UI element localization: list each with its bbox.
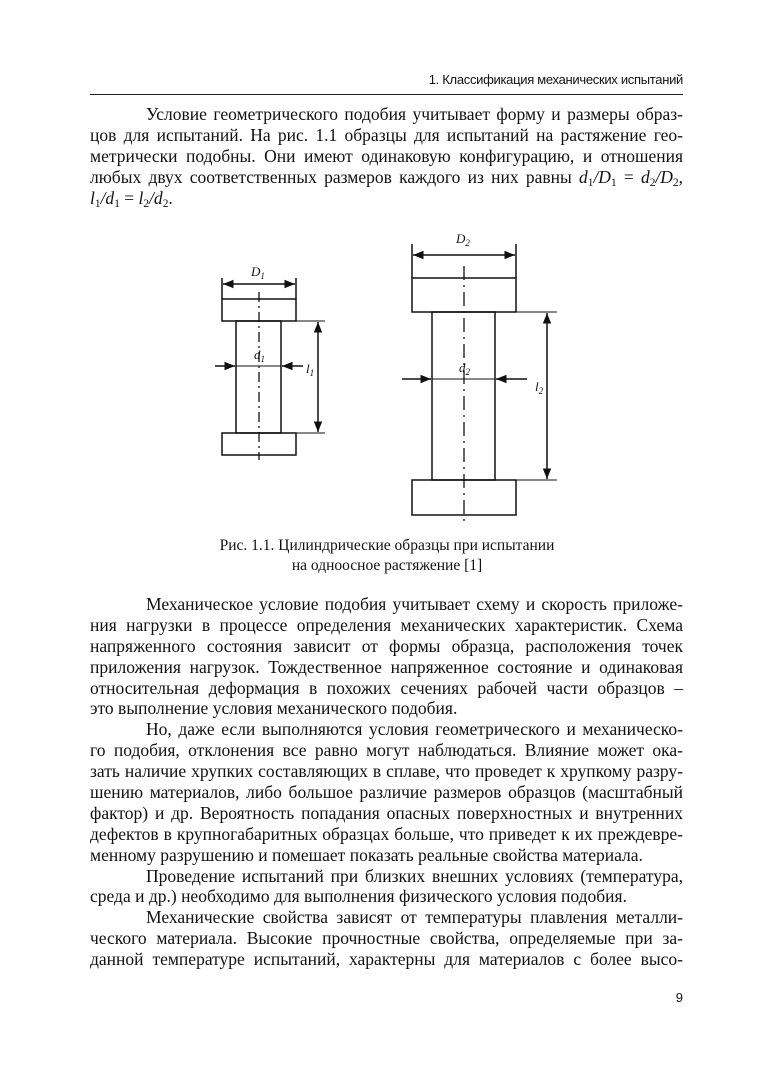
- text-line: цов для испытаний. На рис. 1.1 образцы для испытаний на растяжение гео-: [90, 124, 683, 145]
- subscript: 2: [162, 197, 169, 210]
- variable: l: [138, 187, 144, 208]
- variable: /d: [100, 187, 115, 208]
- text-segment: ,: [678, 166, 683, 187]
- text-segment: =: [119, 187, 139, 208]
- label-d1: $d_1$: [254, 347, 265, 364]
- variable: l: [90, 187, 95, 208]
- subscript: 1: [610, 176, 617, 189]
- running-header: 1. Классификация механических испытаний: [428, 72, 683, 87]
- text-line: Проведение испытаний при близких внешних условиях (температура,: [146, 865, 683, 886]
- text-line: ческого материала. Высокие прочностные свойства, определяемые при за-: [90, 928, 683, 949]
- text-segment: любых двух соответственных размеров каждого из них равны: [90, 166, 579, 187]
- subscript: 2: [672, 176, 679, 189]
- text-line: го подобия, отклонения все равно могут наблюдаться. Влияние может ока-: [90, 740, 683, 761]
- variable: d: [641, 166, 650, 187]
- label-D2: $D_2$: [456, 231, 470, 248]
- paragraph: [90, 907, 683, 970]
- specimen-large: [402, 244, 557, 525]
- text-line: напряженного состояния зависит от формы образца, расположения точек: [90, 635, 683, 656]
- text-line: данной температуре испытаний, характерны для материалов с более высо-: [90, 949, 683, 970]
- text-line: менному разрушению и помешает показать реальные свойства материала.: [90, 844, 643, 865]
- variable: /d: [149, 187, 163, 208]
- paragraph: [90, 719, 683, 865]
- subscript: 1: [94, 197, 101, 210]
- text-segment: .: [168, 187, 173, 208]
- text-line: зать наличие хрупких составляющих в сплаве, что проведет к хрупкому разру-: [90, 761, 683, 782]
- subscript: 1: [114, 197, 120, 210]
- text-line: шению материалов, либо большое различие размеров образцов (масштабный: [90, 782, 683, 803]
- label-l2: $l_2$: [535, 379, 544, 396]
- caption-line: Рис. 1.1. Цилиндрические образцы при испытании: [219, 537, 555, 554]
- label-d2: $d_2$: [459, 360, 470, 377]
- text-line: Механическое условие подобия учитывает схему и скорость приложе-: [146, 594, 683, 614]
- page-number: 9: [675, 990, 683, 1005]
- subscript: 2: [143, 197, 150, 210]
- variable: /D: [655, 166, 673, 187]
- text-line: приложения нагрузок. Тождественное напряженное состояние и одинаковая: [90, 656, 683, 677]
- text-line: ния нагрузки в процессе определения механических характеристик. Схема: [90, 614, 683, 635]
- text-line: среда и др.) необходимо для выполнения физического условия подобия.: [90, 886, 627, 907]
- text-line: фактор) и др. Вероятность попадания опасных поверхностных и внутренних: [90, 802, 683, 823]
- caption-line: на одноосное растяжение [1]: [291, 557, 483, 574]
- variable: /D: [593, 166, 611, 187]
- body-text-bottom: [90, 594, 683, 970]
- text-line: Но, даже если выполняются условия геометрического и механическо-: [146, 719, 683, 740]
- text-line: дефектов в крупногабаритных образцах больше, что приведет к их преждевре-: [90, 823, 683, 844]
- text-line: это выполнение условия механического подобия.: [90, 698, 458, 719]
- text-line: относительная деформация в похожих сечениях рабочей части образцов –: [90, 677, 683, 698]
- label-l1: $l_1$: [306, 361, 315, 378]
- text-line: метрически подобны. Они имеют одинаковую конфигурацию, и отношения: [90, 145, 683, 166]
- text-line: Механические свойства зависят от температуры плавления металли-: [146, 907, 683, 928]
- label-D1: $D_1$: [251, 264, 265, 281]
- paragraph: [90, 866, 683, 908]
- subscript: 1: [587, 176, 594, 189]
- subscript: 2: [649, 176, 656, 189]
- figure-caption: [150, 536, 624, 576]
- paragraph: [90, 594, 683, 719]
- variable: d: [579, 166, 588, 187]
- text-segment: =: [616, 166, 641, 187]
- text-line: Условие геометрического подобия учитывает форму и размеры образ-: [146, 104, 683, 124]
